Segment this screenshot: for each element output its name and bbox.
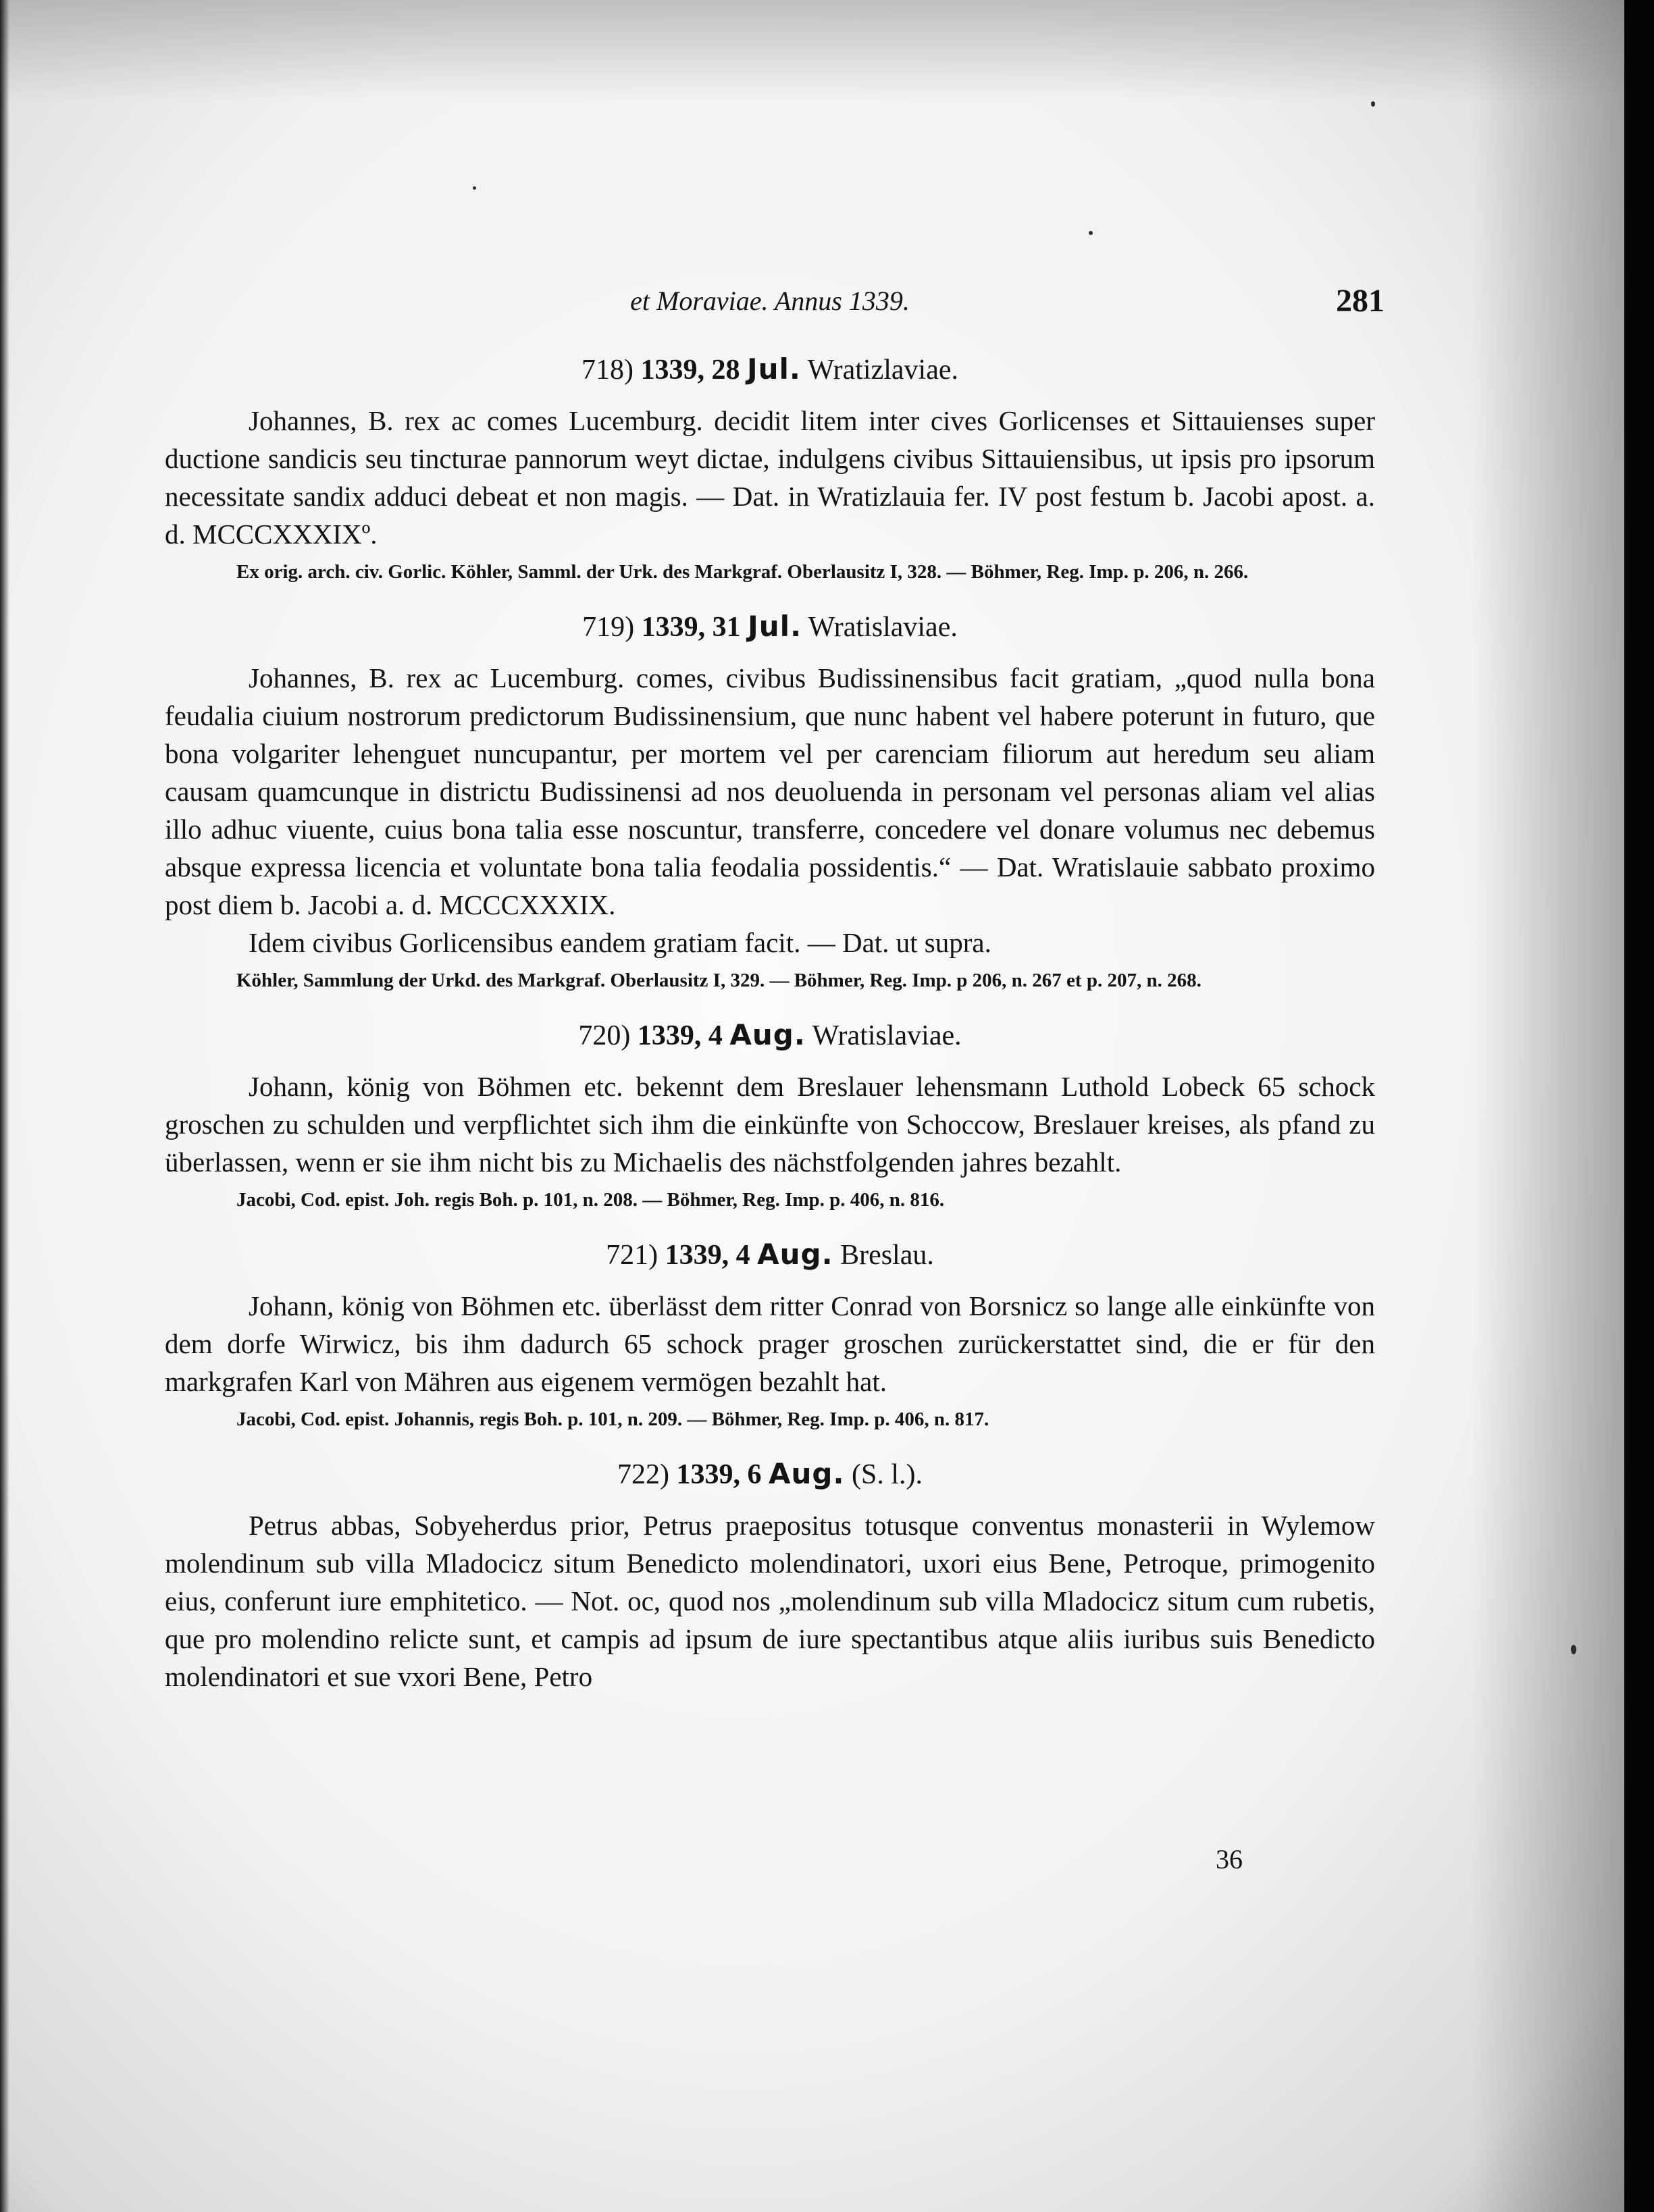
entry-heading [165, 1236, 1375, 1273]
entry-number: 719) [582, 612, 635, 643]
entry-text: Petrus abbas, Sobyeherdus prior, Petrus praepositus totusque conventus monasterii in Wylemow molendinum sub villa Mladocicz situm Benedicto molendinatori, uxori eius Bene, Petroque, primogenito eius, conferunt iure emphitetico. — Not. oc, quod nos „molendinum sub villa Mladocicz situm cum rubetis, que pro molendino relicte sunt, et campis ad ipsum de iure spectantibus atque aliis iuribus suis Benedicto molendinatori et sue vxori Bene, Petro [165, 1510, 1375, 1692]
regest-entry [165, 1017, 1375, 1213]
entry-place: Breslau. [840, 1240, 934, 1271]
scan-shadow-top [0, 0, 1654, 101]
regest-entry [165, 608, 1375, 994]
page-body [165, 351, 1375, 1718]
entry-source-note: Ex orig. arch. civ. Gorlic. Köhler, Samml. der Urk. des Markgraf. Oberlausitz I, 328. — Böhmer, Reg. Imp. p. 206, n. 266. [236, 561, 1249, 583]
scan-edge-left [0, 0, 9, 2212]
regest-entry [165, 351, 1375, 585]
entry-source-note: Köhler, Sammlung der Urkd. des Markgraf. Oberlausitz I, 329. — Böhmer, Reg. Imp. p 206, n. 267 et p. 207, n. 268. [236, 970, 1201, 991]
entry-heading [165, 1456, 1375, 1493]
entry-text: Idem civibus Gorlicensibus eandem gratiam facit. — Dat. ut supra. [249, 927, 991, 958]
entry-place: Wratislaviae. [812, 1020, 962, 1051]
entry-place: (S. l.). [851, 1459, 923, 1490]
dust-speck [473, 186, 476, 190]
entry-month: Aug. [729, 1018, 806, 1051]
entry-number: 718) [582, 354, 634, 386]
running-title: et Moraviae. Annus 1339. [630, 286, 910, 316]
entry-heading [165, 608, 1375, 646]
entry-date: 1339, 4 [665, 1240, 750, 1271]
entry-source-note: Jacobi, Cod. epist. Johannis, regis Boh. p. 101, n. 209. — Böhmer, Reg. Imp. p. 406, n. 817. [236, 1408, 989, 1430]
entry-month: Aug. [757, 1238, 833, 1271]
entry-date: 1339, 31 [641, 612, 741, 643]
entry-month: Jul. [748, 610, 802, 643]
entry-date: 1339, 4 [637, 1020, 723, 1051]
regest-entry [165, 1236, 1375, 1433]
entry-heading [165, 351, 1375, 388]
entry-text: Johannes, B. rex ac comes Lucemburg. decidit litem inter cives Gorlicenses et Sittauienses super ductione sandicis seu tincturae pannorum weyt dictae, indulgens civibus Sittauiensibus, ut ipsis pro ipsorum necessitate sandix adduci debeat et non magis. — Dat. in Wratizlauia fer. IV post festum b. Jacobi apost. a. d. MCCCXXXIXº. [165, 405, 1375, 550]
scan-edge-right [1624, 0, 1654, 2212]
entry-number: 721) [606, 1240, 658, 1271]
page-number: 281 [1336, 283, 1385, 319]
entry-text: Johannes, B. rex ac Lucemburg. comes, civibus Budissinensibus facit gratiam, „quod nulla bona feudalia ciuium nostrorum predictorum Budissinensium, que nunc habent vel habere poterunt in futuro, que bona volgariter lehenguet nuncupantur, per mortem vel per carenciam filiorum aut heredum seu aliam causam quamcunque in districtu Budissinensi ad nos deuoluenda in personam vel personas aliam vel alias illo adhuc viuente, cuius bona talia esse noscuntur, transferre, concedere vel donare volumus nec debemus absque expressa licencia et voluntate bona talia feodalia possidentis.“ — Dat. Wratislauie sabbato proximo post diem b. Jacobi a. d. MCCCXXXIX. [165, 662, 1375, 920]
signature-mark: 36 [1216, 1844, 1243, 1874]
entry-text: Johann, könig von Böhmen etc. überlässt dem ritter Conrad von Borsnicz so lange alle einkünfte von dem dorfe Wirwicz, bis ihm dadurch 65 schock prager groschen zurückerstattet sind, die er für den markgrafen Karl von Mähren aus eigenem vermögen bezahlt hat. [165, 1290, 1375, 1397]
scan-shadow-right [1472, 0, 1627, 2212]
entry-source-note: Jacobi, Cod. epist. Joh. regis Boh. p. 101, n. 208. — Böhmer, Reg. Imp. p. 406, n. 816. [236, 1189, 945, 1211]
entry-month: Jul. [747, 352, 801, 386]
entry-number: 720) [578, 1020, 631, 1051]
dust-speck [1371, 101, 1375, 107]
dust-speck [1571, 1645, 1576, 1654]
entry-date: 1339, 6 [676, 1459, 762, 1490]
dust-speck [1089, 231, 1093, 235]
entry-heading [165, 1017, 1375, 1054]
page-header [155, 282, 1385, 323]
entry-place: Wratizlaviae. [807, 354, 958, 386]
regest-entry [165, 1456, 1375, 1695]
entry-month: Aug. [769, 1457, 845, 1490]
entry-date: 1339, 28 [640, 354, 740, 386]
entry-number: 722) [617, 1459, 670, 1490]
entry-place: Wratislaviae. [808, 612, 958, 643]
entry-text: Johann, könig von Böhmen etc. bekennt dem Breslauer lehensmann Luthold Lobeck 65 schock groschen zu schulden und verpflichtet sich ihm die einkünfte von Schoccow, Breslauer kreises, als pfand zu überlassen, wenn er sie ihm nicht bis zu Michaelis des nächstfolgenden jahres bezahlt. [165, 1071, 1375, 1178]
